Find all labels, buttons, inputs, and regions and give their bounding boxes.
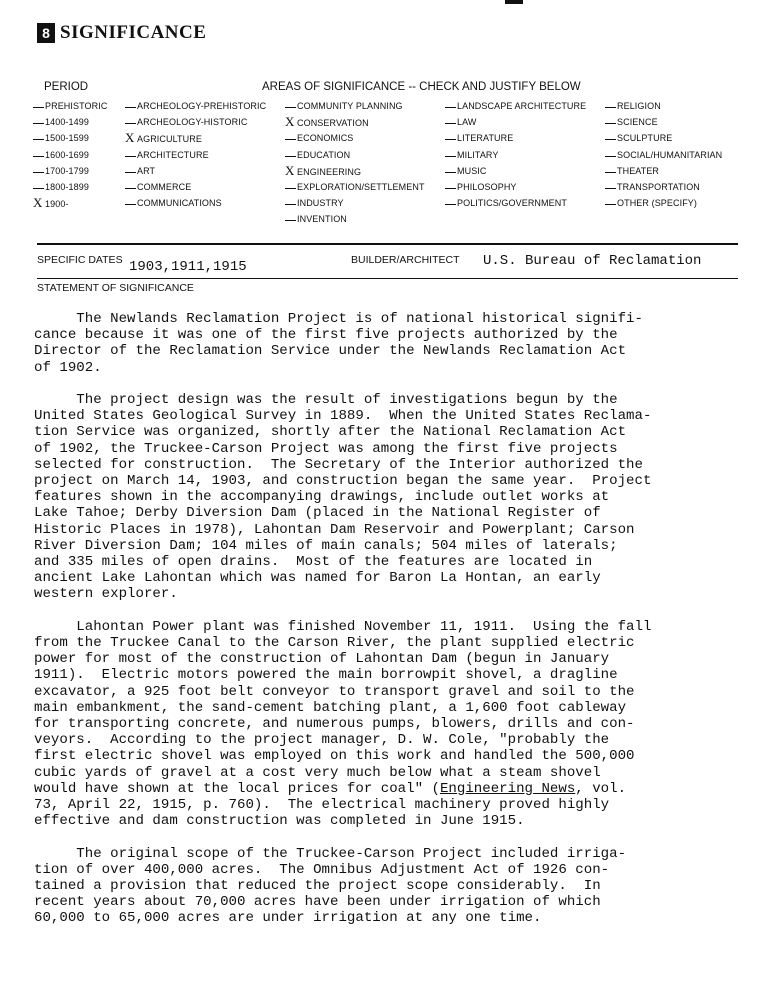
checklist-item-label: SOCIAL/HUMANITARIAN (617, 149, 723, 160)
checklist-item[interactable] (33, 101, 107, 111)
section-number: 8 (37, 23, 55, 43)
checklist-item-label: 1900- (45, 199, 69, 210)
checklist-item[interactable] (445, 182, 517, 192)
checklist-item-label: CONSERVATION (297, 118, 369, 129)
checklist-item-label: INDUSTRY (297, 198, 344, 209)
checklist-item-label: ART (137, 165, 156, 176)
citation-engineering-news: Engineering News (439, 780, 576, 797)
checklist-item[interactable] (605, 101, 661, 111)
paragraph-4: The original scope of the Truckee-Carson Project included irriga- tion of over 400,000 acres. The Omnibus Adjustment Act of 1926 con- tained a provision that reduced the project scope considerably. In recent years about 70,000 acres have been under irrigation of which 60,000 to 65,000 acres are under irrigation at any one time. (34, 845, 627, 927)
checklist-item[interactable] (285, 114, 369, 130)
checkbox-blank-line (445, 188, 456, 189)
checkbox-blank-line (285, 220, 296, 221)
check-mark-icon: X (33, 195, 43, 211)
checklist-item-label: SCIENCE (617, 117, 658, 128)
builder-value: U.S. Bureau of Reclamation (483, 253, 702, 269)
checklist-item[interactable] (125, 182, 191, 192)
checklist-item[interactable] (125, 150, 209, 160)
statement-label: STATEMENT OF SIGNIFICANCE (37, 282, 194, 294)
checkbox-blank-line (605, 156, 616, 157)
checklist-item[interactable] (445, 133, 513, 143)
checkbox-blank-line (445, 139, 456, 140)
checkbox-blank-line (445, 156, 456, 157)
checklist-item[interactable] (605, 182, 700, 192)
specific-dates-value: 1903,1911,1915 (129, 259, 247, 275)
statement-body (34, 311, 744, 943)
checklist-item[interactable] (285, 162, 362, 178)
checkbox-blank-line (605, 107, 616, 108)
checklist-item[interactable] (445, 117, 476, 127)
checkbox-blank-line (605, 139, 616, 140)
checkbox-blank-line (285, 107, 296, 108)
checkbox-blank-line (33, 156, 44, 157)
checklist-item-label: LANDSCAPE ARCHITECTURE (457, 101, 587, 111)
specific-dates-label: SPECIFIC DATES (37, 254, 123, 266)
checkbox-blank-line (445, 107, 456, 108)
checklist-item[interactable] (33, 133, 89, 143)
builder-label: BUILDER/ARCHITECT (351, 254, 460, 266)
checklist-item-label: PREHISTORIC (45, 101, 108, 111)
check-mark-icon: X (285, 162, 295, 178)
checklist-item[interactable] (33, 195, 69, 211)
checklist-item-label: EDUCATION (297, 149, 351, 160)
checklist-item-label: 1500-1599 (45, 133, 89, 144)
paragraph-3: Lahontan Power plant was finished November 11, 1911. Using the fall from the Truckee Canal to the Carson River, the plant supplied electric power for most of the construction of Lahontan Dam (begun in January 1911). Electric motors powered the main borrowpit shovel, a dragline excavator, a 925 foot belt conveyor to transport gravel and soil to the main embankment, the sand-cement batching plant, a 1,600 foot cableway for transporting concrete, and numerous pumps, blowers, drills and con- veyors. According to the project manager, D. W. Cole, "probably the first electric shovel was employed on this work and handled the 500,000 cubic yards of gravel at a cost very much below what a steam shovel would have shown at the local prices for coal" (Engineering News, vol. 73, April 22, 1915, p. 760). The electrical machinery proved highly effective and dam construction was completed in June 1915. (34, 618, 652, 830)
checklist-item-label: LAW (457, 117, 477, 128)
paragraph-1: The Newlands Reclamation Project is of national historical signifi- cance because it was one of the first five projects authorized by the Director of the Reclamation Service under the Newlands Reclamation Act of 1902. (34, 311, 643, 376)
checkbox-blank-line (445, 172, 456, 173)
checklist-item[interactable] (125, 101, 266, 111)
checklist-item-label: TRANSPORTATION (617, 182, 700, 192)
checklist-item-label: ARCHEOLOGY-PREHISTORIC (137, 101, 267, 111)
checkbox-blank-line (125, 204, 136, 205)
checklist-item-label: COMMERCE (137, 182, 192, 192)
checklist-item-label: MILITARY (457, 149, 499, 160)
checkbox-blank-line (605, 172, 616, 173)
checklist-item[interactable] (285, 150, 350, 160)
checklist-item-label: 1600-1699 (45, 149, 89, 160)
checklist-item[interactable] (605, 198, 697, 208)
checklist-item-label: 1400-1499 (45, 117, 89, 128)
checklist-item-label: AGRICULTURE (137, 134, 202, 145)
checklist-item[interactable] (605, 117, 658, 127)
checklist-item[interactable] (285, 214, 347, 224)
checklist-item-label: PHILOSOPHY (457, 182, 517, 192)
checklist-item-label: LITERATURE (457, 133, 514, 144)
checklist-item-label: SCULPTURE (617, 133, 673, 144)
checklist-item[interactable] (125, 117, 247, 127)
checkbox-blank-line (125, 107, 136, 108)
checkbox-blank-line (125, 188, 136, 189)
checkbox-blank-line (33, 172, 44, 173)
checklist-item-label: ARCHEOLOGY-HISTORIC (137, 117, 248, 128)
checklist-item-label: OTHER (SPECIFY) (617, 198, 698, 209)
checkbox-blank-line (605, 188, 616, 189)
checklist-item-label: COMMUNITY PLANNING (297, 101, 403, 111)
checklist-item[interactable] (605, 150, 722, 160)
section-title: SIGNIFICANCE (60, 22, 207, 43)
top-edge-mark (505, 0, 523, 4)
section-header (37, 22, 206, 44)
checklist-item[interactable] (33, 117, 89, 127)
checklist-item[interactable] (285, 198, 344, 208)
checkbox-blank-line (33, 139, 44, 140)
checklist-item[interactable] (125, 130, 202, 146)
divider-top (37, 243, 738, 245)
checklist-item[interactable] (445, 198, 567, 208)
checklist-item-label: RELIGION (617, 101, 661, 111)
checklist-item[interactable] (33, 150, 89, 160)
divider-middle (37, 278, 738, 279)
checklist-item-label: MUSIC (457, 165, 487, 176)
checkbox-blank-line (125, 172, 136, 173)
checkbox-blank-line (285, 204, 296, 205)
checklist-item-label: THEATER (617, 165, 660, 176)
checkbox-blank-line (445, 123, 456, 124)
checkbox-blank-line (285, 139, 296, 140)
checkbox-blank-line (125, 123, 136, 124)
checkbox-blank-line (285, 156, 296, 157)
checklist-item[interactable] (125, 198, 222, 208)
check-mark-icon: X (125, 130, 135, 146)
checklist-item-label: COMMUNICATIONS (137, 198, 222, 209)
checklist-item[interactable] (285, 133, 353, 143)
checklist-item[interactable] (33, 182, 89, 192)
checklist-item[interactable] (605, 166, 659, 176)
checkbox-blank-line (33, 188, 44, 189)
checkbox-blank-line (125, 156, 136, 157)
period-heading: PERIOD (44, 81, 89, 93)
checklist-item[interactable] (445, 166, 487, 176)
checklist-item-label: EXPLORATION/SETTLEMENT (297, 182, 425, 192)
checklist-item[interactable] (445, 101, 586, 111)
checklist-item-label: 1800-1899 (45, 182, 89, 192)
checkbox-blank-line (33, 123, 44, 124)
checkbox-blank-line (605, 123, 616, 124)
checklist-item-label: ARCHITECTURE (137, 149, 209, 160)
checklist-item[interactable] (285, 182, 425, 192)
checklist-item[interactable] (445, 150, 498, 160)
checklist-item[interactable] (125, 166, 155, 176)
checkbox-blank-line (445, 204, 456, 205)
checkbox-blank-line (33, 107, 44, 108)
check-mark-icon: X (285, 114, 295, 130)
checklist-item-label: ECONOMICS (297, 133, 354, 144)
areas-heading: AREAS OF SIGNIFICANCE -- CHECK AND JUSTIFY BELOW (262, 81, 581, 93)
checkbox-blank-line (285, 188, 296, 189)
checklist-item[interactable] (285, 101, 403, 111)
paragraph-2: The project design was the result of investigations begun by the United States Geological Survey in 1889. When the United States Reclama- tion Service was organized, shortly after the National Reclamation Act of 1902, the Truckee-Carson Project was among the first five projects selected for construction. The Secretary of the Interior authorized the project on March 14, 1903, and construction began the same year. Project features shown in the accompanying drawings, include outlet works at Lake Tahoe; Derby Diversion Dam (placed in the National Register of Historic Places in 1978), Lahontan Dam Reservoir and Powerplant; Carson River Diversion Dam; 104 miles of main canals; 504 miles of laterals; and 335 miles of open drains. Most of the features are located in ancient Lake Lahontan which was named for Baron La Hontan, an early western explorer. (34, 392, 652, 603)
checklist-item-label: INVENTION (297, 214, 347, 225)
checklist-item[interactable] (33, 166, 89, 176)
checklist-item-label: 1700-1799 (45, 165, 89, 176)
checklist-item[interactable] (605, 133, 672, 143)
checklist-item-label: POLITICS/GOVERNMENT (457, 198, 567, 209)
checkbox-blank-line (605, 204, 616, 205)
checklist-item-label: ENGINEERING (297, 166, 362, 177)
